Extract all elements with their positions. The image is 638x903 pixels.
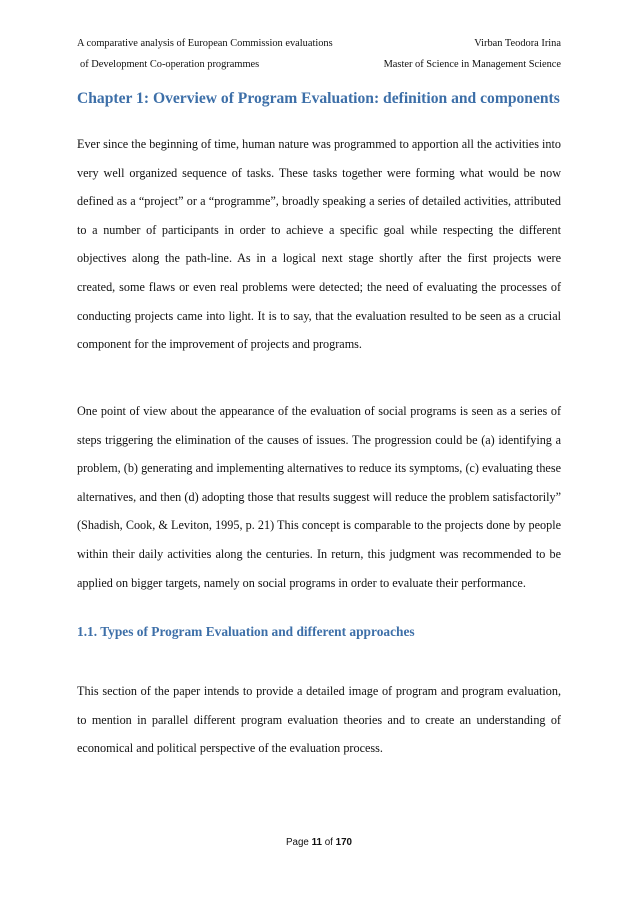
section-title: 1.1. Types of Program Evaluation and different approaches bbox=[77, 624, 415, 639]
footer-page-number: 11 bbox=[311, 837, 322, 848]
footer-of-label: of bbox=[324, 837, 333, 848]
page-footer bbox=[0, 837, 638, 848]
footer-page-label: Page bbox=[286, 837, 309, 848]
header-report-subtitle: of Development Co-operation programmes bbox=[80, 59, 260, 70]
body-paragraph-2: One point of view about the appearance of the evaluation of social programs is seen as a series of steps triggering the elimination of the causes of issues. The progression could be (a) identifying a problem, (b) generating and implementing alternatives to reduce its symptoms, (c) evaluating these alternatives, and then (d) adopting those that results suggest will reduce the problem satisfactorily” (Shadish, Cook, & Leviton, 1995, p. 21) This concept is comparable to the projects done by people within their daily activities along the centuries. In return, this judgment was recommended to be applied on bigger targets, namely on social programs in order to evaluate their performance. bbox=[77, 404, 561, 590]
header-report-title: A comparative analysis of European Commission evaluations bbox=[77, 38, 333, 49]
section-paragraph: This section of the paper intends to provide a detailed image of program and program evaluation, to mention in parallel different program evaluation theories and to create an understanding of economical and political perspective of the evaluation process. bbox=[77, 684, 561, 756]
body-paragraph-1: Ever since the beginning of time, human nature was programmed to apportion all the activities into very well organized sequence of tasks. These tasks together were forming what would be now defined as a “project” or a “programme”, broadly speaking a series of detailed activities, attributed to a number of participants in order to achieve a specific goal while respecting the different objectives along the path-line. As in a logical next stage shortly after the first projects were created, some flaws or even real problems were detected; the need of evaluating the processes of conducting projects came into light. It is to say, that the evaluation resulted to be seen as a crucial component for the improvement of projects and programs. bbox=[77, 137, 561, 352]
header-degree: Master of Science in Management Science bbox=[383, 59, 561, 70]
footer-total-pages: 170 bbox=[335, 837, 352, 848]
chapter-title: Chapter 1: Overview of Program Evaluation: definition and components bbox=[77, 90, 560, 107]
running-header-line-1 bbox=[77, 37, 561, 50]
running-header-line-2 bbox=[77, 58, 561, 71]
header-author: Virban Teodora Irina bbox=[474, 38, 561, 49]
